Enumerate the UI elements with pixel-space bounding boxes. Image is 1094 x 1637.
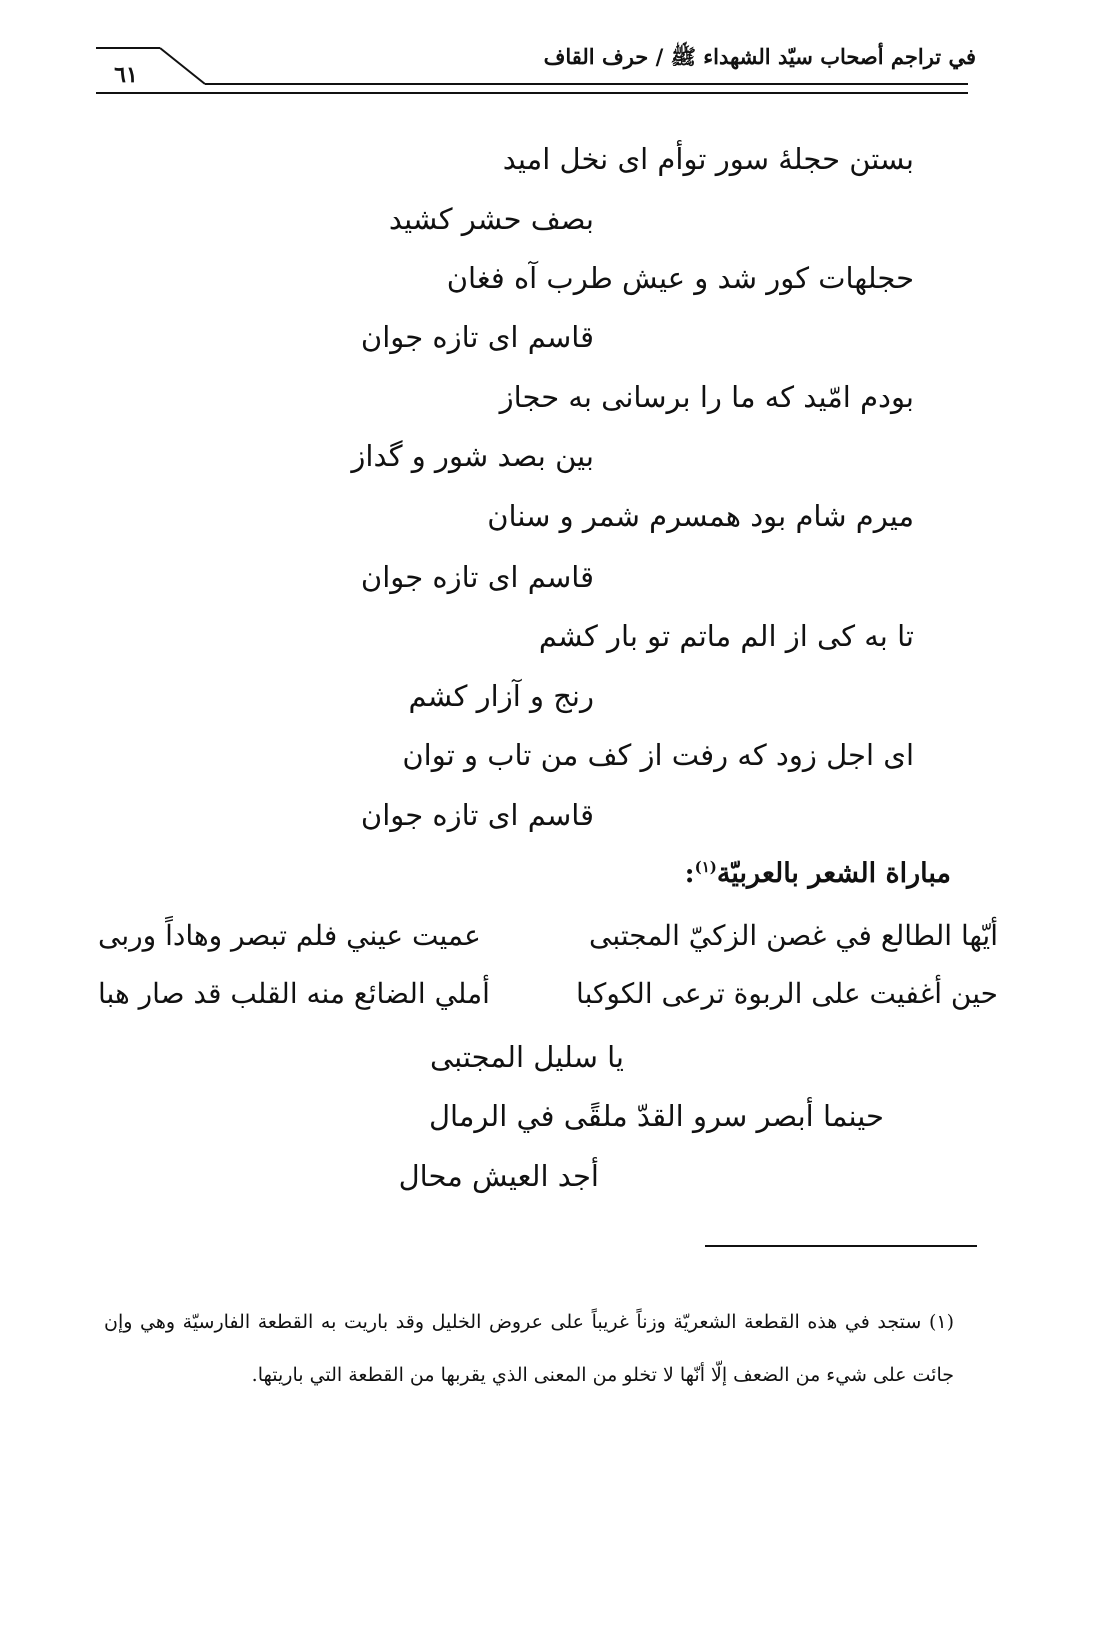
page-number: ٦١ xyxy=(114,62,138,88)
poem-line: میرم شام بود همسرم شمر و سنان xyxy=(487,499,914,533)
footnote xyxy=(104,1296,954,1402)
verse-second-hemistich: عميت عيني فلم تبصر وهاداً وربى xyxy=(98,919,481,952)
poem-line: ای اجل زود که رفت از کف من تاب و توان xyxy=(402,738,914,772)
arabic-short-line: يا سليل المجتبى xyxy=(429,1040,624,1074)
verse-first-hemistich: حين أغفيت على الربوة ترعى الكوكبا xyxy=(576,977,998,1010)
poem-refrain-line: بصف حشر کشید xyxy=(388,202,594,236)
poem-line: بودم امّید که ما را برسانی به حجاز xyxy=(499,380,914,414)
verse-second-hemistich: أملي الضائع منه القلب قد صار هبا xyxy=(98,977,490,1010)
arabic-short-line: حينما أبصر سرو القدّ ملقًى في الرمال xyxy=(428,1099,884,1133)
poem-line: تا به کی از الم ماتم تو بار کشم xyxy=(538,619,914,653)
section-heading-text: مباراة الشعر بالعربيّة xyxy=(716,858,951,889)
running-header: في تراجم أصحاب سيّد الشهداء ﷺ / حرف القاف xyxy=(543,44,976,69)
footnote-text: ستجد في هذه القطعة الشعريّة وزناً غريباً على عروض الخليل وقد باريت به القطعة الفارسيّة وهي وإن جائت على شيء من الضعف إلّا أنّها لا تخلو من المعنى الذي يقربها من القطعة التي باريتها. xyxy=(104,1311,954,1386)
poem-line: بستن حجلهٔ سور توأم ای نخل امید xyxy=(502,142,914,176)
footnote-marker: (١) xyxy=(928,1311,954,1333)
verse-first-hemistich: أيّها الطالع في غصن الزكيّ المجتبى xyxy=(589,919,998,952)
footnote-separator xyxy=(705,1245,977,1247)
poem-refrain-line: قاسم ای تازه جوان xyxy=(360,560,594,594)
poem-refrain-line: قاسم ای تازه جوان xyxy=(360,320,594,354)
heading-colon: : xyxy=(684,858,695,889)
arabic-short-line: أجد العيش محال xyxy=(398,1159,599,1193)
poem-refrain-line: رنج و آزار کشم xyxy=(408,679,594,713)
poem-refrain-line: قاسم ای تازه جوان xyxy=(360,798,594,832)
poem-refrain-line: بین بصد شور و گداز xyxy=(351,439,594,473)
footnote-ref: (١) xyxy=(694,858,717,876)
poem-line: حجلهات کور شد و عیش طرب آه فغان xyxy=(446,261,914,295)
section-heading xyxy=(685,860,951,887)
